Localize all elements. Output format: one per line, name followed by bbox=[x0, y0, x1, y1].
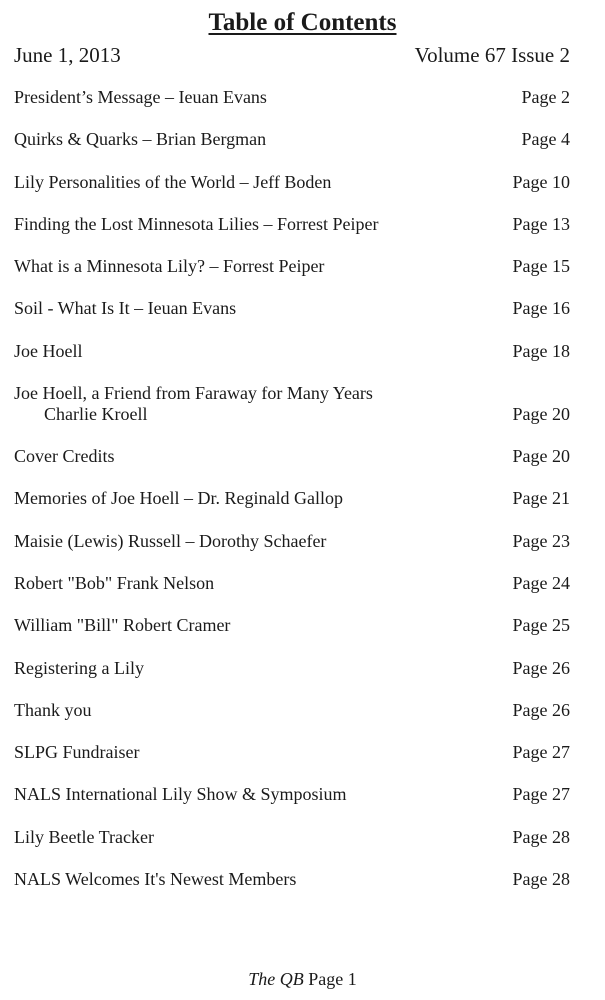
toc-entry bbox=[14, 657, 570, 699]
toc-entry-title: Maisie (Lewis) Russell – Dorothy Schaefer bbox=[14, 530, 327, 551]
toc-entry-title: Thank you bbox=[14, 699, 92, 720]
page-title bbox=[0, 8, 605, 38]
toc-entry-title: Quirks & Quarks – Brian Bergman bbox=[14, 129, 267, 150]
toc-entry-page: Page 4 bbox=[521, 129, 570, 150]
toc-entry-title: Finding the Lost Minnesota Lilies – Forrest Peiper bbox=[14, 213, 379, 234]
toc-entry-page: Page 26 bbox=[512, 699, 570, 720]
toc-entry-title: President’s Message – Ieuan Evans bbox=[14, 87, 267, 107]
toc-entry-title: Cover Credits bbox=[14, 446, 115, 467]
toc-entry-page: Page 26 bbox=[512, 657, 570, 678]
toc-entry-title: Joe Hoell bbox=[14, 340, 83, 361]
toc-entry-title: Soil - What Is It – Ieuan Evans bbox=[14, 298, 237, 319]
toc-entry-page: Page 28 bbox=[512, 826, 570, 847]
toc-entry-title: Lily Personalities of the World – Jeff Boden bbox=[14, 171, 332, 192]
toc-entry-title: SLPG Fundraiser bbox=[14, 742, 140, 763]
toc-entry bbox=[14, 868, 570, 910]
toc-entry-page: Page 20 bbox=[512, 446, 570, 467]
page-number: Page 1 bbox=[308, 969, 357, 989]
toc-entry bbox=[14, 340, 570, 382]
toc-entry bbox=[14, 128, 570, 170]
toc-entry-title: Lily Beetle Tracker bbox=[14, 826, 154, 847]
toc-entry bbox=[14, 487, 570, 529]
toc-entry-page: Page 27 bbox=[512, 784, 570, 805]
table-of-contents bbox=[14, 86, 570, 910]
toc-entry-page: Page 13 bbox=[512, 213, 570, 234]
toc-entry-title: What is a Minnesota Lily? – Forrest Peiper bbox=[14, 256, 325, 277]
toc-entry-title: Robert "Bob" Frank Nelson bbox=[14, 572, 215, 593]
issue-date: June 1, 2013 bbox=[14, 43, 121, 67]
toc-entry-page: Page 27 bbox=[512, 742, 570, 763]
toc-entry-page: Page 2 bbox=[521, 87, 570, 107]
toc-entry-page: Page 28 bbox=[512, 869, 570, 890]
toc-entry-page: Page 15 bbox=[512, 256, 570, 277]
page-title-text: Table of Contents bbox=[208, 9, 397, 36]
toc-entry bbox=[14, 171, 570, 213]
toc-entry-title: NALS Welcomes It's Newest Members bbox=[14, 869, 297, 890]
toc-entry bbox=[14, 445, 570, 487]
toc-entry-author: Charlie Kroell bbox=[44, 404, 148, 425]
toc-entry-title: William "Bill" Robert Cramer bbox=[14, 615, 231, 636]
toc-entry bbox=[14, 783, 570, 825]
toc-entry-title: Registering a Lily bbox=[14, 657, 144, 678]
toc-entry bbox=[14, 213, 570, 255]
page-footer bbox=[0, 968, 605, 990]
toc-entry-title: Memories of Joe Hoell – Dr. Reginald Gallop bbox=[14, 488, 343, 509]
toc-entry-title: Joe Hoell, a Friend from Faraway for Many Years bbox=[14, 383, 373, 404]
toc-entry-page: Page 23 bbox=[512, 530, 570, 551]
toc-entry bbox=[14, 826, 570, 868]
toc-entry bbox=[14, 297, 570, 339]
toc-entry-page: Page 24 bbox=[512, 572, 570, 593]
issue-info bbox=[14, 42, 570, 68]
toc-entry-page: Page 18 bbox=[512, 340, 570, 361]
toc-entry bbox=[14, 530, 570, 572]
toc-entry bbox=[14, 699, 570, 741]
toc-entry bbox=[14, 382, 570, 445]
toc-entry-page: Page 16 bbox=[512, 298, 570, 319]
toc-entry-title: NALS International Lily Show & Symposium bbox=[14, 784, 347, 805]
toc-entry bbox=[14, 614, 570, 656]
issue-volume: Volume 67 Issue 2 bbox=[414, 43, 570, 67]
toc-entry-page: Page 25 bbox=[512, 615, 570, 636]
toc-entry bbox=[14, 572, 570, 614]
toc-entry bbox=[14, 86, 570, 128]
toc-entry-page: Page 20 bbox=[512, 404, 570, 425]
toc-entry bbox=[14, 741, 570, 783]
toc-entry bbox=[14, 255, 570, 297]
publication-name: The QB bbox=[248, 969, 304, 989]
toc-entry-page: Page 10 bbox=[512, 171, 570, 192]
toc-entry-page: Page 21 bbox=[512, 488, 570, 509]
